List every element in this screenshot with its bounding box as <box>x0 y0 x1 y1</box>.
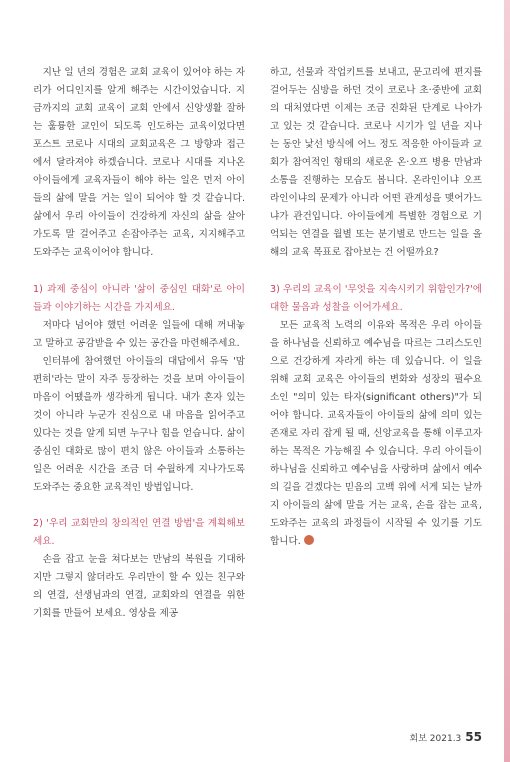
paragraph-3: 손을 잡고 눈을 쳐다보는 만남의 복원을 기대하지만 그렇지 않더라도 우리만이 할 수 있는 친구와의 연결, 선생님과의 연결, 교회와의 연결을 위한 기회를 만들어 보세요. 영상을 제공 <box>33 553 245 620</box>
page-edge-stripe <box>504 0 510 762</box>
page-footer <box>410 730 482 744</box>
right-column <box>270 64 482 551</box>
left-column <box>33 64 245 623</box>
paragraph-1: 저마다 넘어야 했던 어려운 일들에 대해 꺼내놓고 말하고 공감받을 수 있는 공간을 마련해주세요. <box>33 319 245 349</box>
paragraph-2: 인터뷰에 참여했던 아이들의 대답에서 유독 '맘 편히'라는 말이 자주 등장하는 것을 보며 아이들이 마음이 어땠을까 생각하게 됩니다. 내가 혼자 있는 것이 아니라 누군가 진심으로 내 마음을 읽어주고 있다는 것을 알게 되면 누구나 힘을 얻습니다. 삶이 중심인 대화로 많이 편치 않은 아이들과 소통하는 일은 어려운 시간을 조금 더 수월하게 지나가도록 도와주는 중요한 교육적인 방법입니다. <box>33 355 245 493</box>
section-heading-3: 3) 우리의 교육이 '무엇을 지속시키기 위함인가?'에 대한 물음과 성찰을 이어가세요. <box>270 283 482 313</box>
section-heading-1: 1) 과제 중심이 아니라 '삶이 중심인 대화'로 아이들과 이야기하는 시간을 가지세요. <box>33 283 245 313</box>
publication-label: 회보 2021.3 <box>409 734 462 744</box>
intro-paragraph: 지난 일 년의 경험은 교회 교육이 있어야 하는 자리가 어디인지를 알게 해주는 시간이었습니다. 지금까지의 교회 교육이 교회 안에서 신앙생활 잘하는 훌륭한 교인이 되도록 인도하는 교육이었다면 포스트 코로나 시대의 교회교육은 그 방향과 접근에서 달라져야 하겠습니다. 코로나 시대를 지나온 아이들에게 교육자들이 해야 하는 일은 먼저 아이들의 삶에 말을 거는 일이 되어야 할 것 같습니다. 삶에서 우리 아이들이 건강하게 자신의 삶을 살아가도록 말 걸어주고 손잡아주는 교육, 지지해주고 도와주는 교육이어야 합니다. <box>33 67 245 259</box>
page-number: 55 <box>465 730 482 744</box>
continued-paragraph: 하고, 선물과 작업키트를 보내고, 문고리에 편지를 걸어두는 심방을 하던 것이 코로나 초·중반에 교회의 대처였다면 이제는 조금 진화된 단계로 나아가고 있는 것 같습니다. 코로나 시기가 일 년을 지나는 동안 낯선 방식에 어느 정도 적응한 아이들과 교회가 참여적인 형태의 새로운 온·오프 병용 만남과 소통을 진행하는 모습도 봅니다. 온라인이냐 오프라인이냐의 문제가 아니라 어떤 관계성을 맺어가느냐가 관건입니다. 아이들에게 특별한 경험으로 기억되는 연결을 월별 또는 분기별로 만드는 일을 올해의 교육 목표로 잡아보는 건 어떨까요? <box>270 67 482 259</box>
paragraph-4-wrap <box>270 317 482 552</box>
section-heading-2: 2) '우리 교회만의 창의적인 연결 방법'을 계획해보세요. <box>33 517 245 547</box>
end-mark-icon <box>304 535 314 545</box>
paragraph-4: 모든 교육적 노력의 이유와 목적은 우리 아이들을 하나님을 신뢰하고 예수님을 따르는 그리스도인으로 건강하게 자라게 하는 데 있습니다. 이 일을 위해 교회 교육은 아이들의 변화와 성장의 필수요소인 "의미 있는 타자(significant others)"가 되어야 합니다. 교육자들이 아이들의 삶에 의미 있는 존재로 자리 잡게 될 때, 신앙교육을 통해 이루고자 하는 목적은 가능해질 수 있습니다. 우리 아이들이 하나님을 신뢰하고 예수님을 사랑하며 삶에서 예수의 길을 걷겠다는 믿음의 고백 위에 서게 되는 날까지 아이들의 삶에 말을 거는 교육, 손을 잡는 교육, 도와주는 교육의 과정들이 시작될 수 있기를 기도합니다. <box>270 319 482 548</box>
